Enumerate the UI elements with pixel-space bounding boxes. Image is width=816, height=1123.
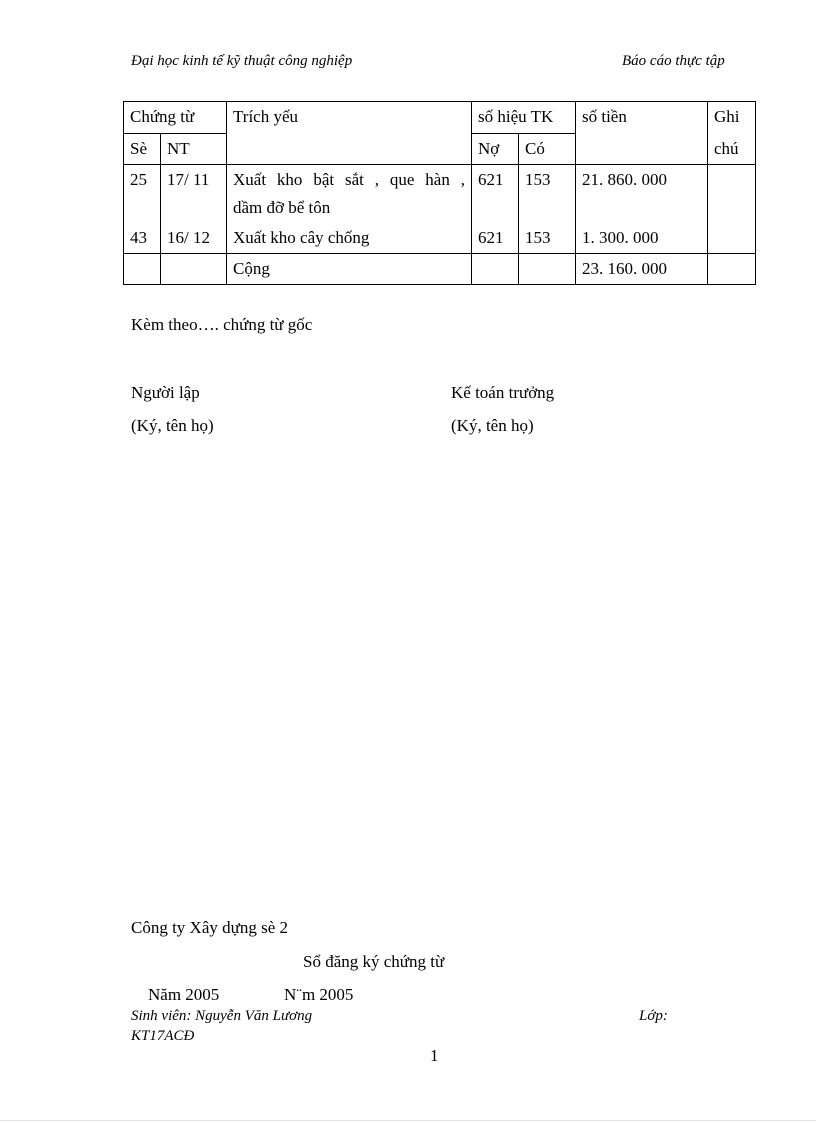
header-chung-tu: Chứng từ bbox=[124, 102, 227, 134]
table-row bbox=[124, 165, 756, 224]
company-name: Công ty Xây dựng sè 2 bbox=[131, 918, 289, 937]
cell-co: 153 bbox=[519, 165, 576, 224]
table-header-row bbox=[124, 102, 756, 134]
cell-empty bbox=[708, 254, 756, 285]
footer-student: Sinh viên: Nguyễn Văn Lương bbox=[131, 1008, 313, 1024]
header-ghi: Ghi bbox=[714, 107, 740, 126]
chief-accountant-signature-note: (Ký, tên họ) bbox=[451, 416, 534, 435]
cell-empty bbox=[124, 254, 161, 285]
trich-yeu-line-1: Xuất kho bật sắt , que hàn , bbox=[233, 170, 465, 189]
year-label: Năm 2005 bbox=[148, 985, 220, 1004]
cell-empty bbox=[472, 254, 519, 285]
cell-so-tien: 21. 860. 000 bbox=[576, 165, 708, 224]
cell-trich-yeu: Xuất kho cây chống bbox=[227, 223, 472, 254]
cell-no: 621 bbox=[472, 223, 519, 254]
total-amount: 23. 160. 000 bbox=[576, 254, 708, 285]
cell-trich-yeu bbox=[227, 165, 472, 224]
cell-so: 43 bbox=[124, 223, 161, 254]
preparer-label: Người lập bbox=[131, 383, 200, 402]
cell-co: 153 bbox=[519, 223, 576, 254]
header-nt: NT bbox=[161, 133, 227, 165]
page-number: 1 bbox=[430, 1046, 439, 1065]
chief-accountant-label: Kế toán trưởng bbox=[451, 383, 555, 402]
cell-so: 25 bbox=[124, 165, 161, 224]
header-so-tien: số tiền bbox=[576, 102, 708, 165]
voucher-table bbox=[123, 101, 756, 285]
header-so: Sè bbox=[124, 133, 161, 165]
table-row bbox=[124, 223, 756, 254]
attachments-note: Kèm theo…. chứng từ gốc bbox=[131, 315, 313, 334]
trich-yeu-line-2: dầm đỡ bể tôn bbox=[233, 198, 331, 217]
header-report: Báo cáo thực tập bbox=[622, 53, 725, 69]
preparer-signature-note: (Ký, tên họ) bbox=[131, 416, 214, 435]
table-total-row bbox=[124, 254, 756, 285]
header-ghi-chu bbox=[708, 102, 756, 165]
total-label: Cộng bbox=[227, 254, 472, 285]
register-title: Sổ đăng ký chứng từ bbox=[303, 952, 445, 971]
cell-empty bbox=[161, 254, 227, 285]
cell-nt: 16/ 12 bbox=[161, 223, 227, 254]
cell-ghi-chu bbox=[708, 223, 756, 254]
header-trich-yeu: Trích yếu bbox=[227, 102, 472, 165]
header-so-hieu-tk: số hiệu TK bbox=[472, 102, 576, 134]
page-bottom-rule bbox=[0, 1120, 816, 1121]
cell-so-tien: 1. 300. 000 bbox=[576, 223, 708, 254]
header-no: Nợ bbox=[472, 133, 519, 165]
header-school: Đại học kinh tế kỹ thuật công nghiệp bbox=[131, 53, 353, 69]
footer-class-label: Lớp: bbox=[639, 1008, 668, 1024]
header-chu: chú bbox=[714, 139, 739, 158]
cell-empty bbox=[519, 254, 576, 285]
year-label-garbled: N¨m 2005 bbox=[284, 985, 354, 1004]
header-co: Có bbox=[519, 133, 576, 165]
cell-nt: 17/ 11 bbox=[161, 165, 227, 224]
footer-class-value: KT17ACĐ bbox=[131, 1028, 195, 1044]
cell-ghi-chu bbox=[708, 165, 756, 224]
cell-no: 621 bbox=[472, 165, 519, 224]
